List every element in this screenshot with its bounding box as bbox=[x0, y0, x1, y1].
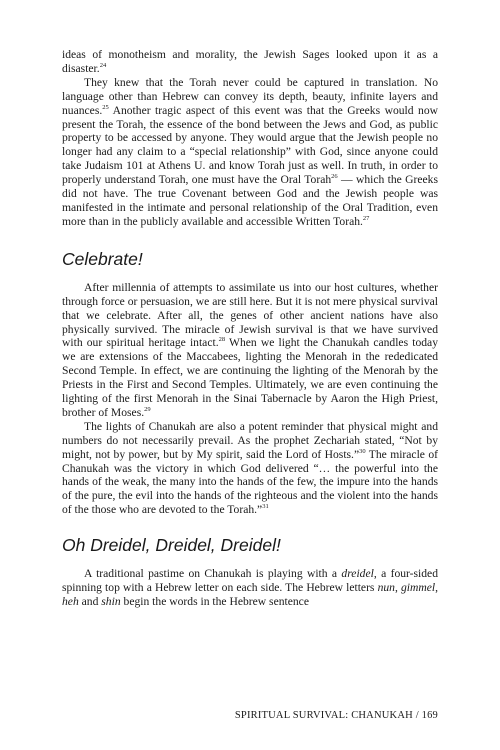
running-footer: SPIRITUAL SURVIVAL: CHANUKAH / 169 bbox=[234, 710, 438, 721]
paragraph-torah-translation: They knew that the Torah never could be captured in translation. No language other than Hebrew can convey its depth, beauty, infinite layers and nuances.$^{25}$ Another tragic aspect of this event was that the Greeks would now present the Torah, the essence of the bond between the Jews and God, as public property to be accessed by anyone. They would argue that the Jewish people no longer had any claim to a “special relationship” with God, since anyone could take Judaism 101 at Athens U. and know Torah just as well. In truth, in order to properly understand Torah, one must have the Oral Torah$^{26}$ — which the Greeks did not have. The true Covenant between God and the Jewish people was manifested in the intimate and personal relationship of the Oral Tradition, even more than in the publicly available and accessible Written Torah.$^{27}$ bbox=[62, 75, 438, 228]
section-heading-dreidel: Oh Dreidel, Dreidel, Dreidel! bbox=[62, 535, 281, 556]
section-heading-celebrate: Celebrate! bbox=[62, 248, 143, 269]
term-dreidel: dreidel bbox=[341, 567, 374, 581]
paragraph-continuation: ideas of monotheism and morality, the Jewish Sages looked upon it as a disaster.$^{24}$ bbox=[62, 48, 438, 75]
term-nun: nun bbox=[377, 581, 395, 595]
term-shin: shin bbox=[101, 595, 121, 608]
paragraph-lights: The lights of Chanukah are also a potent reminder that physical might and numbers do not necessarily prevail. As the prophet Zechariah stated, “Not by might, not by power, but by My spirit, said the Lord of Hosts.”$^{30}$ The miracle of Chanukah was the victory in which God delivered “… the powerful into the hands of the weak, the many into the hands of the few, the impure into the hands of the pure, the evil into the hands of the righteous and the violent into the hands of the those who are devoted to the Torah.”$^{31}$ bbox=[62, 419, 438, 517]
footnote-ref: 31 bbox=[262, 503, 269, 511]
footnote-ref: 25 bbox=[102, 103, 109, 111]
term-heh: heh bbox=[62, 595, 79, 608]
footnote-ref: 27 bbox=[362, 215, 370, 223]
footnote-ref: 29 bbox=[144, 406, 151, 414]
paragraph-dreidel: A traditional pastime on Chanukah is playing with a dreidel, a four-sided spinning top with a Hebrew letter on each side. The Hebrew letters nun, gimmel, heh and shin begin the words in the Hebrew sentence bbox=[62, 567, 439, 608]
paragraph-survival: After millennia of attempts to assimilate us into our host cultures, whether through force or persuasion, we are still here. But it is not mere physical survival that we celebrate. After all, the genes of other ancient nations have also physically survived. The miracle of Jewish survival is that we have survived with our spiritual heritage intact.$^{28}$ When we light the Chanukah candles today we are extensions of the Maccabees, lighting the Menorah in the rededicated Second Temple. In effect, we are continuing the lighting of the Menorah by the Priests in the First and Second Temples. Ultimately, we are even continuing the lighting of the first Menorah in the Sinai Tabernacle by Aaron the High Priest, brother of Moses.$^{29}$ bbox=[62, 280, 438, 419]
footnote-ref: 30 bbox=[359, 447, 366, 455]
footnote-ref: 24 bbox=[99, 62, 107, 70]
page-body bbox=[62, 48, 438, 609]
footnote-ref: 26 bbox=[331, 173, 338, 181]
footnote-ref: 28 bbox=[218, 336, 226, 344]
term-gimmel: gimmel bbox=[400, 581, 436, 595]
